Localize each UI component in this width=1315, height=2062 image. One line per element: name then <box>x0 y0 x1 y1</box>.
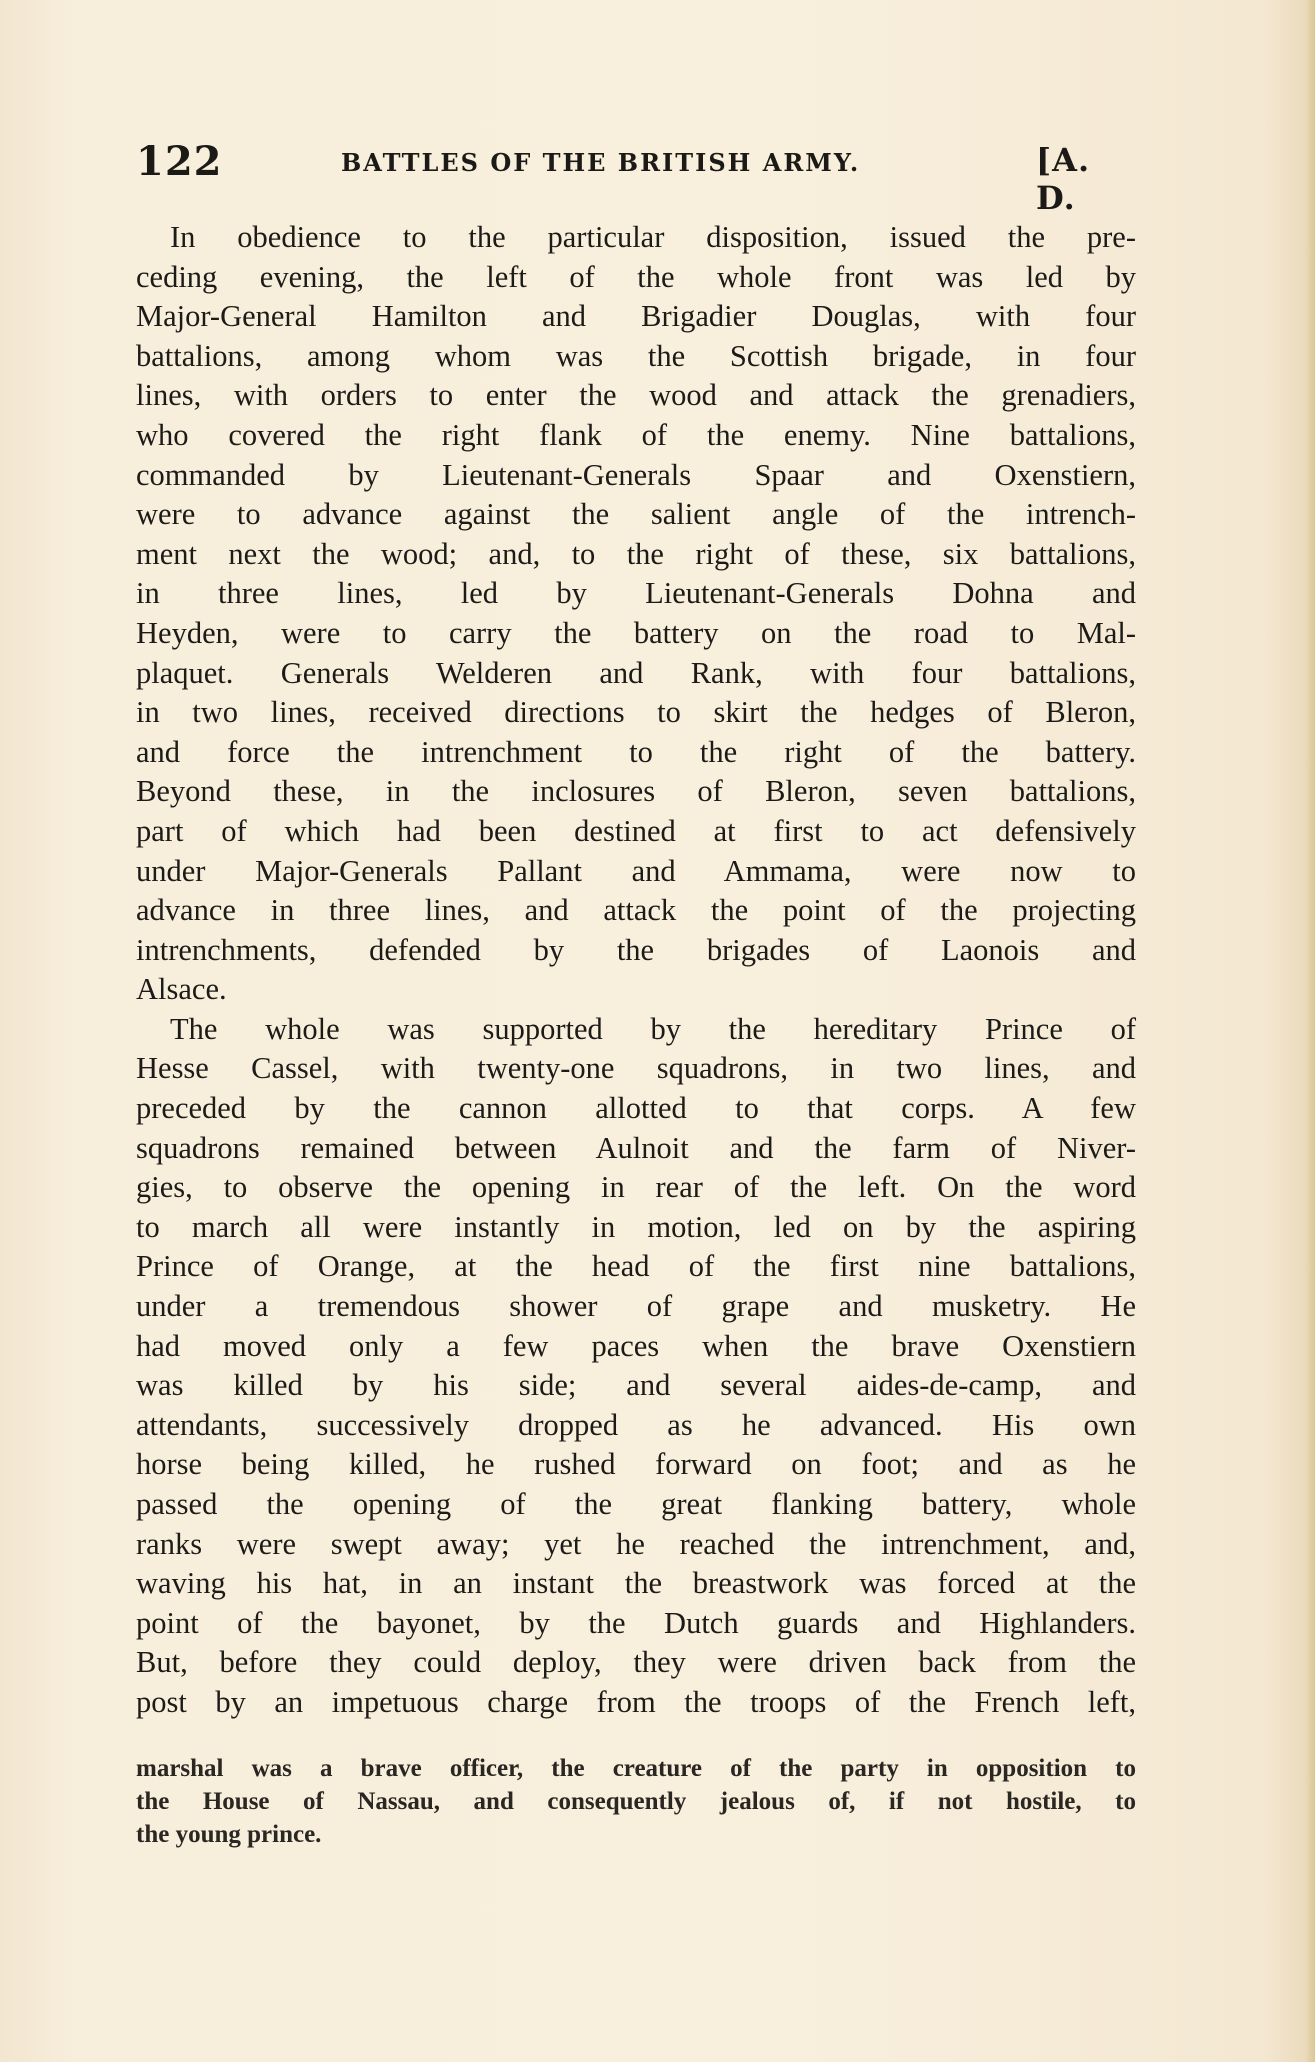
text-line: Hesse Cassel, with twenty-one squadrons, in two lines, and <box>136 1051 1136 1086</box>
text-line: waving his hat, in an instant the breastwork was forced at the <box>136 1566 1136 1601</box>
text-line: Prince of Orange, at the head of the first nine battalions, <box>136 1249 1136 1284</box>
text-line: In obedience to the particular disposition, issued the pre- <box>170 220 1136 254</box>
text-line: Heyden, were to carry the battery on the road to Mal- <box>136 615 1136 650</box>
text-line: who covered the right flank of the enemy. Nine battalions, <box>136 417 1136 452</box>
text-line: post by an impetuous charge from the troops of the French left, <box>136 1684 1136 1719</box>
text-line: battalions, among whom was the Scottish brigade, in four <box>136 338 1136 373</box>
page-number: 122 <box>136 138 223 185</box>
text-line: were to advance against the salient angle of the intrench- <box>136 497 1136 532</box>
running-header <box>136 138 1136 217</box>
text-line: plaquet. Generals Welderen and Rank, with four battalions, <box>136 655 1136 690</box>
text-line: intrenchments, defended by the brigades of Laonois and <box>136 932 1136 967</box>
text-line: commanded by Lieutenant-Generals Spaar and Oxenstiern, <box>136 457 1136 492</box>
text-line: ranks were swept away; yet he reached the intrenchment, and, <box>136 1526 1136 1561</box>
text-line: Major-General Hamilton and Brigadier Douglas, with four <box>136 299 1136 334</box>
text-line: in three lines, led by Lieutenant-Generals Dohna and <box>136 576 1136 611</box>
text-line: Beyond these, in the inclosures of Bleron, seven battalions, <box>136 774 1136 809</box>
text-line: ment next the wood; and, to the right of these, six battalions, <box>136 536 1136 571</box>
date-marker: [A. D. <box>1036 141 1091 217</box>
text-line: squadrons remained between Aulnoit and the farm of Niver- <box>136 1130 1136 1165</box>
footnote-line: marshal was a brave officer, the creature of the party in opposition to <box>136 1755 1136 1782</box>
page-edge-shadow <box>1305 0 1315 2062</box>
text-line: The whole was supported by the hereditary Prince of <box>170 1011 1136 1046</box>
text-line: Alsace. <box>136 972 227 1007</box>
text-line: attendants, successively dropped as he advanced. His own <box>136 1407 1136 1442</box>
text-line: gies, to observe the opening in rear of the left. On the word <box>136 1170 1136 1205</box>
text-line: had moved only a few paces when the brave Oxenstiern <box>136 1328 1136 1363</box>
footnote-line: the young prince. <box>136 1821 322 1848</box>
text-line: horse being killed, he rushed forward on foot; and as he <box>136 1447 1136 1482</box>
text-line: ceding evening, the left of the whole front was led by <box>136 259 1136 294</box>
text-line: under Major-Generals Pallant and Ammama, were now to <box>136 853 1136 888</box>
text-line: point of the bayonet, by the Dutch guards and Highlanders. <box>136 1605 1136 1640</box>
text-line: and force the intrenchment to the right of the battery. <box>136 734 1136 769</box>
text-line: passed the opening of the great flanking battery, whole <box>136 1487 1136 1521</box>
text-line: was killed by his side; and several aides-de-camp, and <box>136 1368 1136 1403</box>
text-line: But, before they could deploy, they were driven back from the <box>136 1645 1136 1680</box>
text-line: in two lines, received directions to skirt the hedges of Bleron, <box>136 695 1136 730</box>
footnote-line: the House of Nassau, and consequently jealous of, if not hostile, to <box>136 1788 1136 1815</box>
text-line: part of which had been destined at first to act defensively <box>136 813 1136 848</box>
text-line: preceded by the cannon allotted to that corps. A few <box>136 1091 1136 1126</box>
text-line: advance in three lines, and attack the point of the projecting <box>136 893 1136 928</box>
text-line: lines, with orders to enter the wood and attack the grenadiers, <box>136 378 1136 413</box>
text-line: under a tremendous shower of grape and musketry. He <box>136 1289 1136 1324</box>
main-text <box>136 218 1136 1723</box>
running-title: BATTLES OF THE BRITISH ARMY. <box>341 148 861 177</box>
text-line: to march all were instantly in motion, led on by the aspiring <box>136 1209 1136 1244</box>
footnote <box>136 1752 1136 1851</box>
